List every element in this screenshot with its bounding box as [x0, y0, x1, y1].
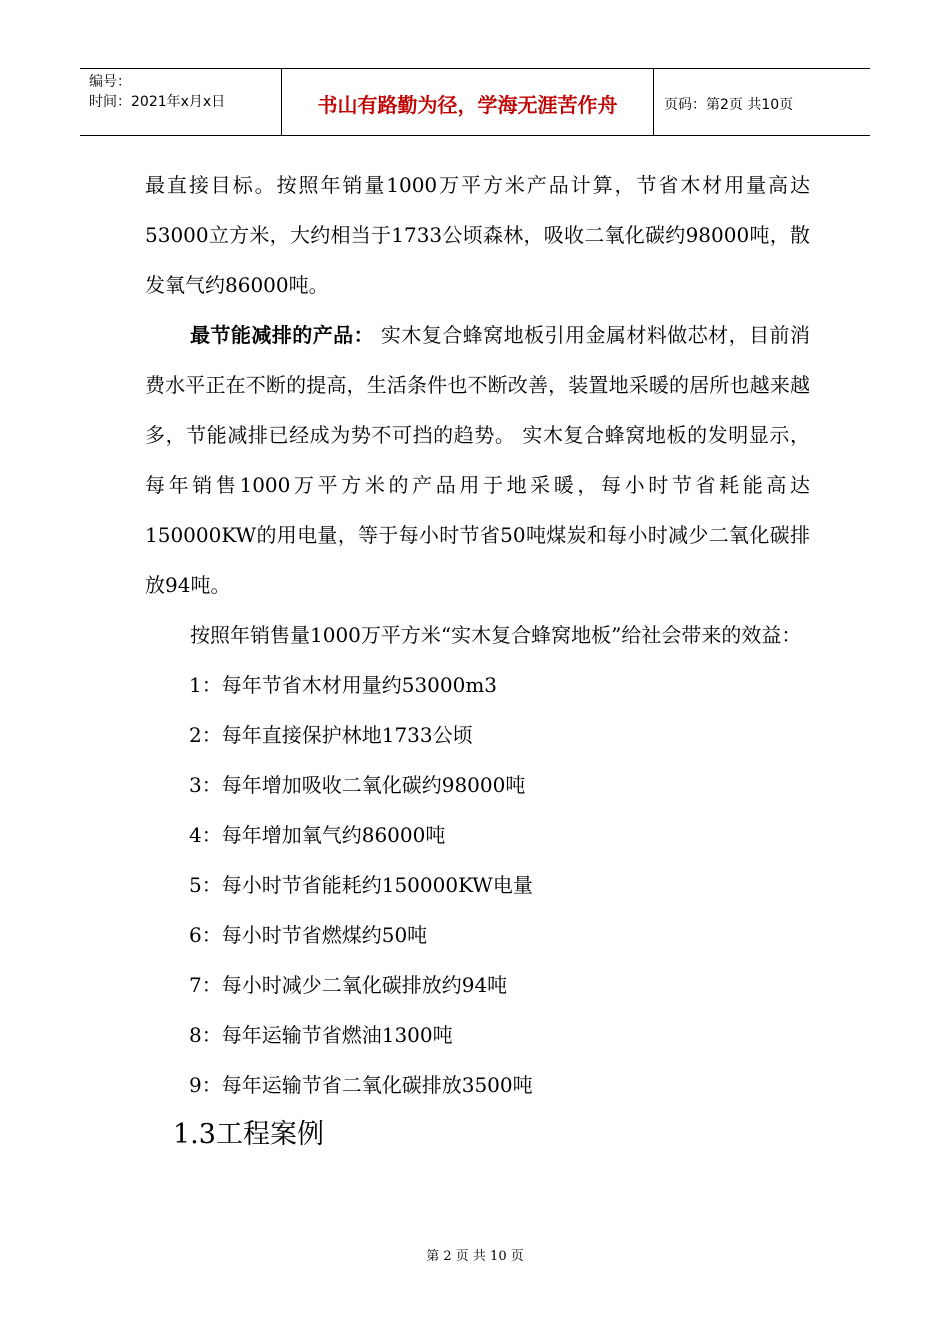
header-meta-cell [80, 69, 282, 135]
page-header [80, 68, 870, 136]
list-item: 8：每年运输节省燃油1300吨 [189, 1023, 453, 1047]
paragraph-2-lead: 最节能减排的产品： [190, 323, 375, 347]
list-item: 5：每小时节省能耗约150000KW电量 [189, 873, 533, 897]
header-motto: 书山有路勤为径，学海无涯苦作舟 [282, 69, 654, 135]
list-item: 1：每年节省木材用量约53000m3 [189, 673, 498, 697]
paragraph-1: 最直接目标。按照年销量1000万平方米产品计算，节省木材用量高达53000立方米，大约相当于1733公顷森林，吸收二氧化碳约98000吨，散发氧气约86000吨。 [145, 173, 810, 297]
list-item: 3：每年增加吸收二氧化碳约98000吨 [189, 773, 526, 797]
number-label: 编号： [89, 74, 131, 90]
section-heading: 1.3工程案例 [173, 1119, 324, 1150]
list-item: 2：每年直接保护林地1733公顷 [189, 723, 473, 747]
list-item: 7：每小时减少二氧化碳排放约94吨 [189, 973, 508, 997]
header-page-info: 页码：第2页 共10页 [664, 96, 794, 113]
document-body [145, 160, 810, 1162]
list-item: 9：每年运输节省二氧化碳排放3500吨 [189, 1073, 533, 1097]
paragraph-3: 按照年销售量1000万平方米“实木复合蜂窝地板”给社会带来的效益： [190, 623, 802, 647]
paragraph-2-text: 实木复合蜂窝地板引用金属材料做芯材，目前消费水平正在不断的提高，生活条件也不断改善，装置地采暖的居所也越来越多，节能减排已经成为势不可挡的趋势。 实木复合蜂窝地板的发明显示，每年销售1000万平方米的产品用于地采暖，每小时节省耗能高达150000KW的用电量，等于每小时节省50吨煤炭和每小时减少二氧化碳排放94吨。 [145, 323, 810, 597]
benefit-list [145, 660, 810, 1110]
time-label: 时间：2021年x月x日 [89, 94, 226, 110]
paragraph-2 [145, 310, 810, 610]
list-item: 6：每小时节省燃煤约50吨 [189, 923, 428, 947]
list-item: 4：每年增加氧气约86000吨 [189, 823, 446, 847]
page-footer: 第 2 页 共 10 页 [426, 1249, 524, 1264]
